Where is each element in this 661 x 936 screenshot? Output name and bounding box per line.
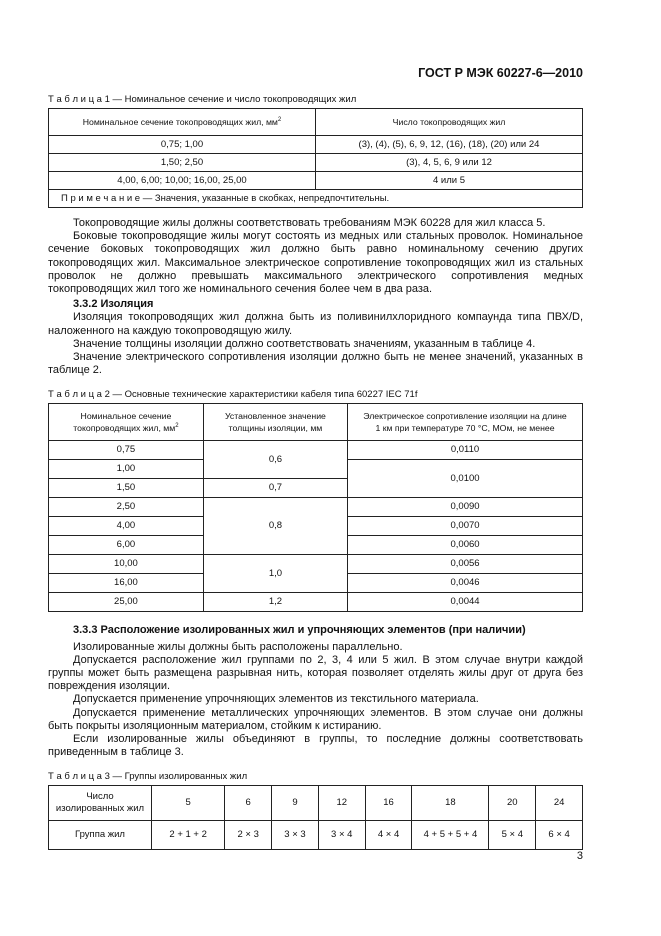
table-cell: 0,6 — [203, 441, 347, 479]
document-header: ГОСТ Р МЭК 60227-6—2010 — [418, 66, 583, 80]
table-cell: 2,50 — [49, 498, 204, 517]
table-row — [49, 555, 583, 574]
table-cell: 0,0090 — [348, 498, 583, 517]
section-heading-3-3-3: 3.3.3 Расположение изолированных жил и упрочняющих элементов (при наличии) — [73, 624, 526, 637]
table-cell: 16 — [365, 786, 412, 821]
table2-caption: Т а б л и ц а 2 — Основные технические характеристики кабеля типа 60227 IEC 71f — [48, 389, 418, 401]
table1-header-col2: Число токопроводящих жил — [316, 109, 583, 136]
table-cell: 0,0044 — [348, 593, 583, 612]
table-cell: 20 — [489, 786, 536, 821]
table-cell: 25,00 — [49, 593, 204, 612]
table-cell: 4 × 4 — [365, 821, 412, 850]
table1-header-col1: Номинальное сечение токопроводящих жил, $мм^2$ — [49, 109, 316, 136]
table-cell: 0,0056 — [348, 555, 583, 574]
table-row — [49, 172, 583, 190]
table-row — [49, 821, 583, 850]
paragraph: Допускается применение металлических упрочняющих элементов. В этом случае они должны быть покрыты изоляционным материалом, стойким к истиранию. — [48, 706, 583, 732]
table-row — [49, 786, 583, 821]
table-cell: 12 — [318, 786, 365, 821]
table-cell: 0,7 — [203, 479, 347, 498]
table-cell: 0,0060 — [348, 536, 583, 555]
table-cell: 1,50 — [49, 479, 204, 498]
table-cell: 18 — [412, 786, 489, 821]
paragraph: Токопроводящие жилы должны соответствовать требованиям МЭК 60228 для жил класса 5. — [73, 217, 546, 229]
table-cell: 0,0100 — [348, 460, 583, 498]
table-cell: (3), (4), (5), 6, 9, 12, (16), (18), (20) или 24 — [316, 136, 583, 154]
table-cell: 2 + 1 + 2 — [152, 821, 225, 850]
page-number: 3 — [576, 850, 583, 862]
table-cell: 1,0 — [203, 555, 347, 593]
table-cell: 0,0046 — [348, 574, 583, 593]
table-cell: 6 — [225, 786, 272, 821]
paragraph: Значение электрического сопротивления изоляции должно быть не менее значений, указанных в таблице 2. — [48, 351, 583, 377]
paragraph: Боковые токопроводящие жилы могут состоять из медных или стальных проволок. Номинальное сечение боковых токопроводящих жил должно быть равно номинальному сечению других токопроводящих жил. Максимальное электрическое сопротивление токопроводящих жил из стальных проволок не должно превышать максимального электрического сопротивления медных токопроводящих жил того же номинального сечения более чем в два раза. — [48, 230, 583, 296]
table3-row-label: Число изолированных жил — [49, 786, 152, 821]
table-cell: 1,50; 2,50 — [49, 154, 316, 172]
table-cell: 16,00 — [49, 574, 204, 593]
table-cell: 4,00, 6,00; 10,00; 16,00, 25,00 — [49, 172, 316, 190]
table-cell: 10,00 — [49, 555, 204, 574]
table-cell: 4 + 5 + 5 + 4 — [412, 821, 489, 850]
table3-row-label: Группа жил — [49, 821, 152, 850]
table2 — [48, 403, 583, 612]
table-cell: 1,00 — [49, 460, 204, 479]
table-cell: 1,2 — [203, 593, 347, 612]
table-cell: 3 × 4 — [318, 821, 365, 850]
table1 — [48, 108, 583, 208]
paragraph: Допускается расположение жил группами по 2, 3, 4 или 5 жил. В этом случае внутри каждой группы может быть размещена разрывная нить, которая позволяет отделять жилы друг от друга без повреждения изоляции. — [48, 653, 583, 693]
table-cell: 0,75 — [49, 441, 204, 460]
table-cell: 6,00 — [49, 536, 204, 555]
table-cell: 0,8 — [203, 498, 347, 555]
table-cell: 5 — [152, 786, 225, 821]
section-heading-3-3-2: 3.3.2 Изоляция — [73, 298, 154, 311]
paragraph: Изолированные жилы должны быть расположены параллельно. — [73, 640, 403, 653]
paragraph: Допускается применение упрочняющих элементов из текстильного материала. — [73, 693, 479, 706]
table-cell: 0,75; 1,00 — [49, 136, 316, 154]
table-row — [49, 593, 583, 612]
table-cell: 0,0070 — [348, 517, 583, 536]
table-cell: 9 — [272, 786, 319, 821]
table-row — [49, 136, 583, 154]
table3 — [48, 785, 583, 850]
table-cell: 5 × 4 — [489, 821, 536, 850]
table-cell: 24 — [536, 786, 583, 821]
table-cell: 2 × 3 — [225, 821, 272, 850]
table-row — [49, 498, 583, 517]
table1-caption: Т а б л и ц а 1 — Номинальное сечение и число токопроводящих жил — [48, 94, 357, 105]
table-cell: 0,0110 — [348, 441, 583, 460]
paragraph: Если изолированные жилы объединяют в группы, то последние должны соответствовать приведенным в таблице 3. — [48, 733, 583, 759]
paragraph: Значение толщины изоляции должно соответствовать значениям, указанным в таблице 4. — [73, 337, 536, 350]
table2-header-col1: Номинальное сечение токопроводящих жил, $мм^2$ — [49, 404, 204, 441]
paragraph: Изоляция токопроводящих жил должна быть из поливинилхлоридного компаунда типа ПВХ/D, наложенного на каждую токопроводящую жилу. — [48, 311, 583, 337]
table1-note: П р и м е ч а н и е — Значения, указанные в скобках, непредпочтительны. — [49, 190, 583, 208]
table-cell: 3 × 3 — [272, 821, 319, 850]
table-cell: (3), 4, 5, 6, 9 или 12 — [316, 154, 583, 172]
table-row — [49, 441, 583, 460]
table-row — [49, 154, 583, 172]
table-cell: 6 × 4 — [536, 821, 583, 850]
table3-caption: Т а б л и ц а 3 — Группы изолированных жил — [48, 771, 248, 783]
table-cell: 4,00 — [49, 517, 204, 536]
table2-header-col3: Электрическое сопротивление изоляции на длине 1 км при температуре 70 °С, МОм, не менее — [348, 404, 583, 441]
table2-header-col2: Установленное значение толщины изоляции, мм — [203, 404, 347, 441]
page-content — [48, 90, 583, 850]
table-cell: 4 или 5 — [316, 172, 583, 190]
